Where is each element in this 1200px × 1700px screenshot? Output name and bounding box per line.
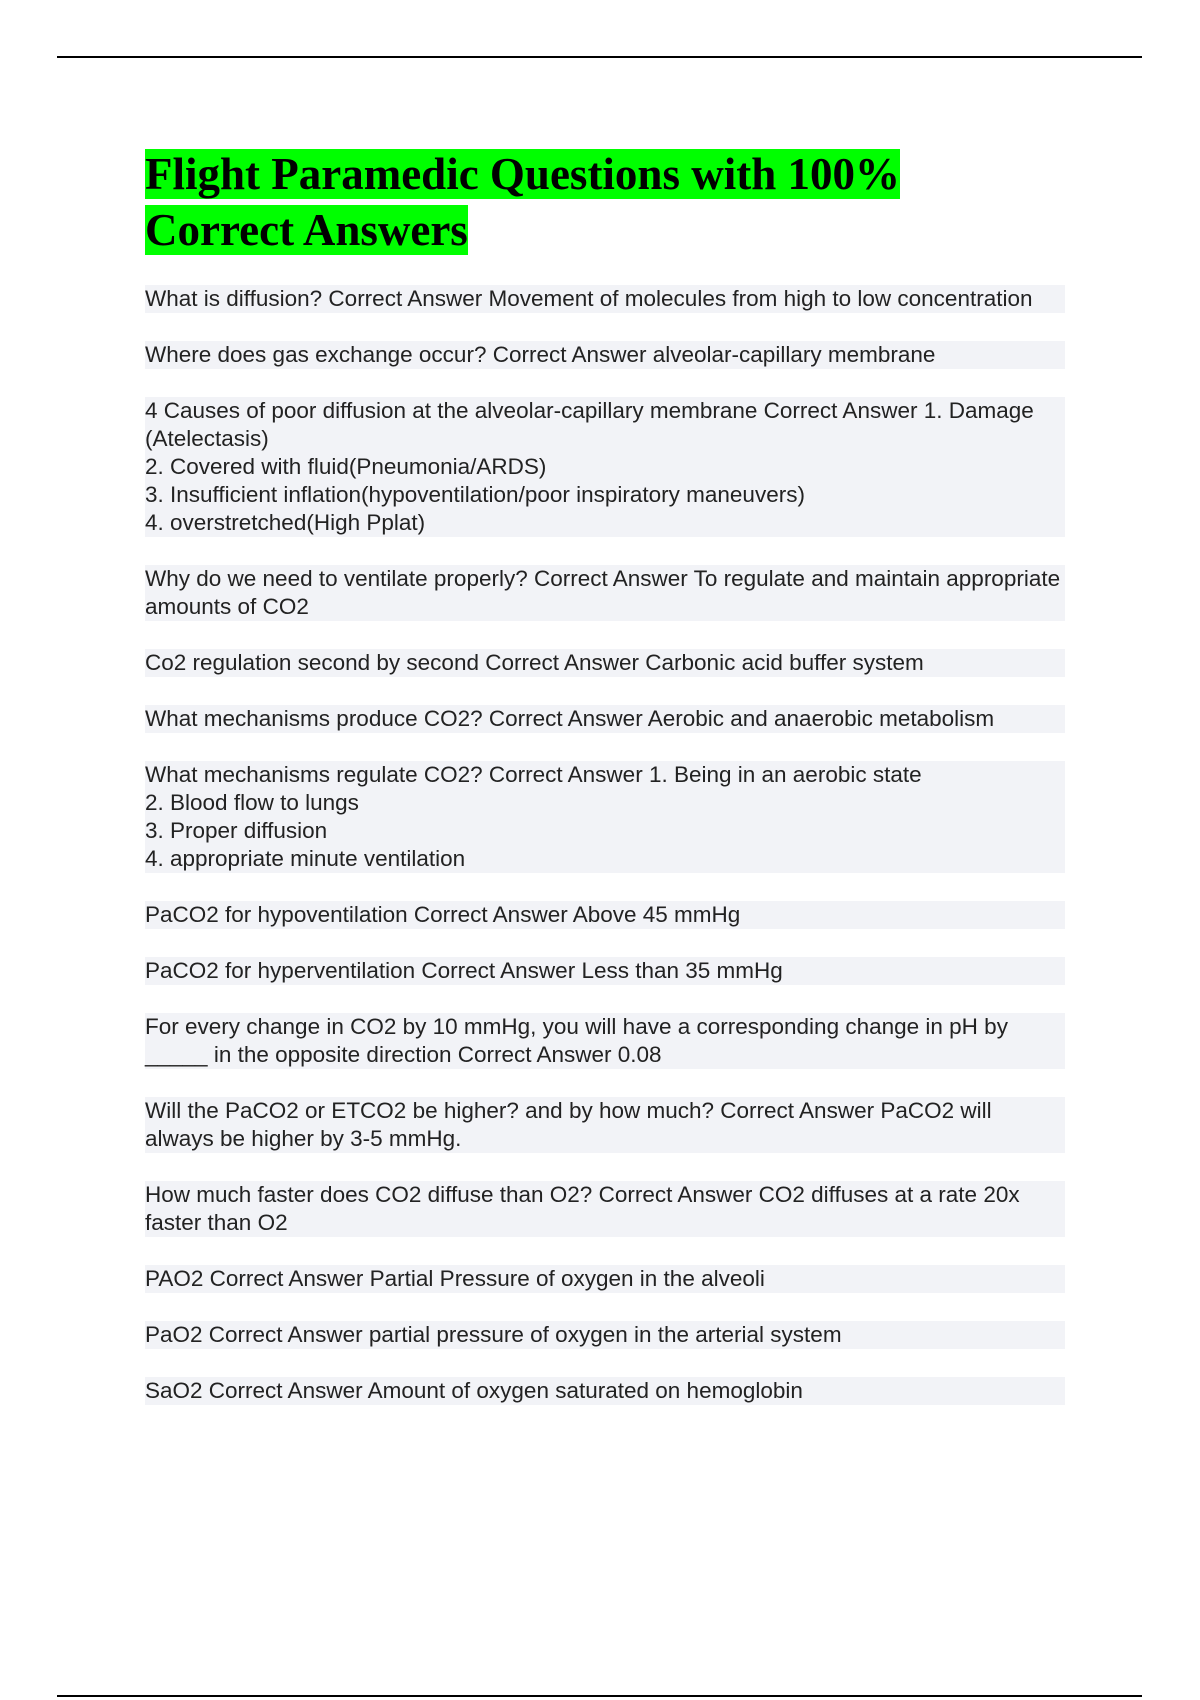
- qa-line-text: 3. Proper diffusion: [145, 818, 328, 843]
- title-highlight: Flight Paramedic Questions with 100% Correct Answers: [145, 149, 900, 255]
- qa-line: [145, 1013, 1065, 1069]
- qa-line: [145, 901, 1065, 929]
- top-divider: [57, 56, 1142, 58]
- qa-line-text: PAO2 Correct Answer Partial Pressure of oxygen in the alveoli: [145, 1266, 765, 1291]
- qa-line: [145, 817, 1065, 845]
- qa-item: [145, 397, 1065, 537]
- qa-item: [145, 1097, 1065, 1153]
- qa-line-text: PaO2 Correct Answer partial pressure of oxygen in the arterial system: [145, 1322, 842, 1347]
- qa-item: [145, 705, 1065, 733]
- qa-line: [145, 509, 1065, 537]
- qa-item: [145, 1377, 1065, 1405]
- qa-line: [145, 1181, 1065, 1237]
- qa-line-text: What mechanisms regulate CO2? Correct Answer 1. Being in an aerobic state: [145, 762, 922, 787]
- qa-line: [145, 649, 1065, 677]
- qa-line: [145, 565, 1065, 621]
- qa-item: [145, 649, 1065, 677]
- bottom-divider: [57, 1695, 1142, 1697]
- qa-line: [145, 481, 1065, 509]
- qa-line: [145, 285, 1065, 313]
- qa-line-text: Co2 regulation second by second Correct Answer Carbonic acid buffer system: [145, 650, 924, 675]
- qa-line-text: 2. Covered with fluid(Pneumonia/ARDS): [145, 454, 547, 479]
- qa-item: [145, 285, 1065, 313]
- qa-item: [145, 565, 1065, 621]
- qa-line: [145, 1377, 1065, 1405]
- qa-line: [145, 705, 1065, 733]
- qa-line: [145, 397, 1065, 453]
- qa-line: [145, 1321, 1065, 1349]
- qa-line: [145, 789, 1065, 817]
- qa-line: [145, 1097, 1065, 1153]
- qa-line-text: Why do we need to ventilate properly? Correct Answer To regulate and maintain appropriate amounts of CO2: [145, 566, 1061, 619]
- qa-line-text: 3. Insufficient inflation(hypoventilation/poor inspiratory maneuvers): [145, 482, 805, 507]
- qa-line-text: What mechanisms produce CO2? Correct Answer Aerobic and anaerobic metabolism: [145, 706, 995, 731]
- qa-line: [145, 845, 1065, 873]
- qa-line-text: 4. appropriate minute ventilation: [145, 846, 466, 871]
- qa-line: [145, 341, 1065, 369]
- qa-line-text: How much faster does CO2 diffuse than O2? Correct Answer CO2 diffuses at a rate 20x faster than O2: [145, 1182, 1020, 1235]
- qa-line-text: PaCO2 for hyperventilation Correct Answer Less than 35 mmHg: [145, 958, 783, 983]
- qa-line: [145, 957, 1065, 985]
- qa-item: [145, 1013, 1065, 1069]
- qa-item: [145, 341, 1065, 369]
- qa-item: [145, 1181, 1065, 1237]
- qa-item: [145, 1265, 1065, 1293]
- qa-item: [145, 1321, 1065, 1349]
- qa-line-text: What is diffusion? Correct Answer Movement of molecules from high to low concentration: [145, 286, 1033, 311]
- qa-line-text: For every change in CO2 by 10 mmHg, you will have a corresponding change in pH by _____ in the opposite direction Correct Answer 0.08: [145, 1014, 1008, 1067]
- qa-line-text: SaO2 Correct Answer Amount of oxygen saturated on hemoglobin: [145, 1378, 803, 1403]
- qa-line-text: Where does gas exchange occur? Correct Answer alveolar-capillary membrane: [145, 342, 936, 367]
- qa-line: [145, 1265, 1065, 1293]
- qa-item: [145, 957, 1065, 985]
- qa-line: [145, 761, 1065, 789]
- qa-line-text: PaCO2 for hypoventilation Correct Answer Above 45 mmHg: [145, 902, 741, 927]
- qa-line-text: 4 Causes of poor diffusion at the alveolar-capillary membrane Correct Answer 1. Damage (Atelectasis): [145, 398, 1034, 451]
- qa-line-text: Will the PaCO2 or ETCO2 be higher? and by how much? Correct Answer PaCO2 will always be higher by 3-5 mmHg.: [145, 1098, 992, 1151]
- qa-line-text: 2. Blood flow to lungs: [145, 790, 359, 815]
- qa-line: [145, 453, 1065, 481]
- qa-item: [145, 901, 1065, 929]
- qa-list: [145, 285, 1065, 1433]
- page-title: [145, 146, 1045, 258]
- qa-line-text: 4. overstretched(High Pplat): [145, 510, 426, 535]
- qa-item: [145, 761, 1065, 873]
